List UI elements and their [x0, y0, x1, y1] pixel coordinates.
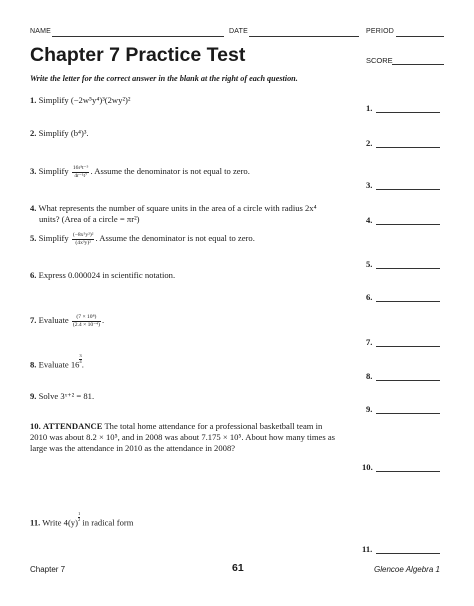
- question-11: 11. Write 4(y) $\frac{1}{2}$ in radical form: [30, 511, 134, 528]
- answer-blank-10[interactable]: [376, 462, 440, 472]
- question-6: 6. Express 0.000024 in scientific notation.: [30, 270, 176, 280]
- date-label: DATE: [229, 28, 248, 35]
- question-8: 8. Evaluate 16 $\frac{3}{4}$ .: [30, 353, 84, 370]
- answer-blank-3[interactable]: [376, 180, 440, 190]
- answer-number-1: 1.: [366, 103, 373, 113]
- answer-blank-4[interactable]: [376, 215, 440, 225]
- answer-blank-8[interactable]: [376, 371, 440, 381]
- footer-publisher: Glencoe Algebra 1: [374, 565, 440, 574]
- question-9: 9. Solve 3ˣ⁺² = 81.: [30, 391, 95, 401]
- answer-number-10: 10.: [362, 462, 373, 472]
- question-10: 10. ATTENDANCE The total home attendance for a professional basketball team in 2010 was about 8.2 × 10⁵, and in 2008 was about 7.175 × 10⁵. About how many times as large was the attendance in 2010 as the attendance in 2008?: [30, 421, 335, 453]
- answer-number-9: 9.: [366, 404, 373, 414]
- answer-number-6: 6.: [366, 292, 373, 302]
- name-label: NAME: [30, 28, 52, 35]
- page-number: 61: [232, 562, 244, 574]
- answer-number-2: 2.: [366, 138, 373, 148]
- answer-number-4: 4.: [366, 215, 373, 225]
- answer-blank-7[interactable]: [376, 337, 440, 347]
- page-title: Chapter 7 Practice Test: [30, 44, 246, 66]
- question-7: 7. Evaluate $\frac{\text{(7 × 10⁸)}}{\text{(2.4 × 10⁻⁴)}}$ .: [30, 314, 105, 328]
- answer-blank-1[interactable]: [376, 103, 440, 113]
- answer-blank-9[interactable]: [376, 404, 440, 414]
- answer-number-7: 7.: [366, 337, 373, 347]
- name-field[interactable]: [52, 28, 224, 37]
- question-4: 4. What represents the number of square units in the area of a circle with radius 2x⁴ units? (Area of a circle = πr²): [30, 203, 317, 224]
- period-field[interactable]: [396, 28, 444, 37]
- question-3: 3. Simplify $\frac{\text{16r³t⁻⁵}}{\text{4r⁻¹t⁷}}$ . Assume the denominator is not equal to zero.: [30, 165, 250, 179]
- question-5: 5. Simplify $\frac{\text{(−8x⁵y²)²}}{\text{(4x³y)²}}$ . Assume the denominator is not equal to zero.: [30, 232, 255, 246]
- answer-blank-5[interactable]: [376, 259, 440, 269]
- answer-number-8: 8.: [366, 371, 373, 381]
- answer-blank-2[interactable]: [376, 138, 440, 148]
- score-field[interactable]: [392, 56, 444, 65]
- answer-blank-11[interactable]: [376, 544, 440, 554]
- instructions: Write the letter for the correct answer in the blank at the right of each question.: [30, 74, 298, 83]
- answer-number-11: 11.: [362, 544, 373, 554]
- answer-blank-6[interactable]: [376, 292, 440, 302]
- date-field[interactable]: [249, 28, 359, 37]
- answer-number-5: 5.: [366, 259, 373, 269]
- score-label: SCORE: [366, 56, 393, 65]
- question-1: 1. Simplify (−2w⁵y⁴)³(2wy²)²: [30, 95, 131, 105]
- answer-number-3: 3.: [366, 180, 373, 190]
- period-label: PERIOD: [366, 28, 395, 35]
- question-2: 2. Simplify (b⁴)³.: [30, 128, 89, 138]
- footer-chapter: Chapter 7: [30, 565, 66, 574]
